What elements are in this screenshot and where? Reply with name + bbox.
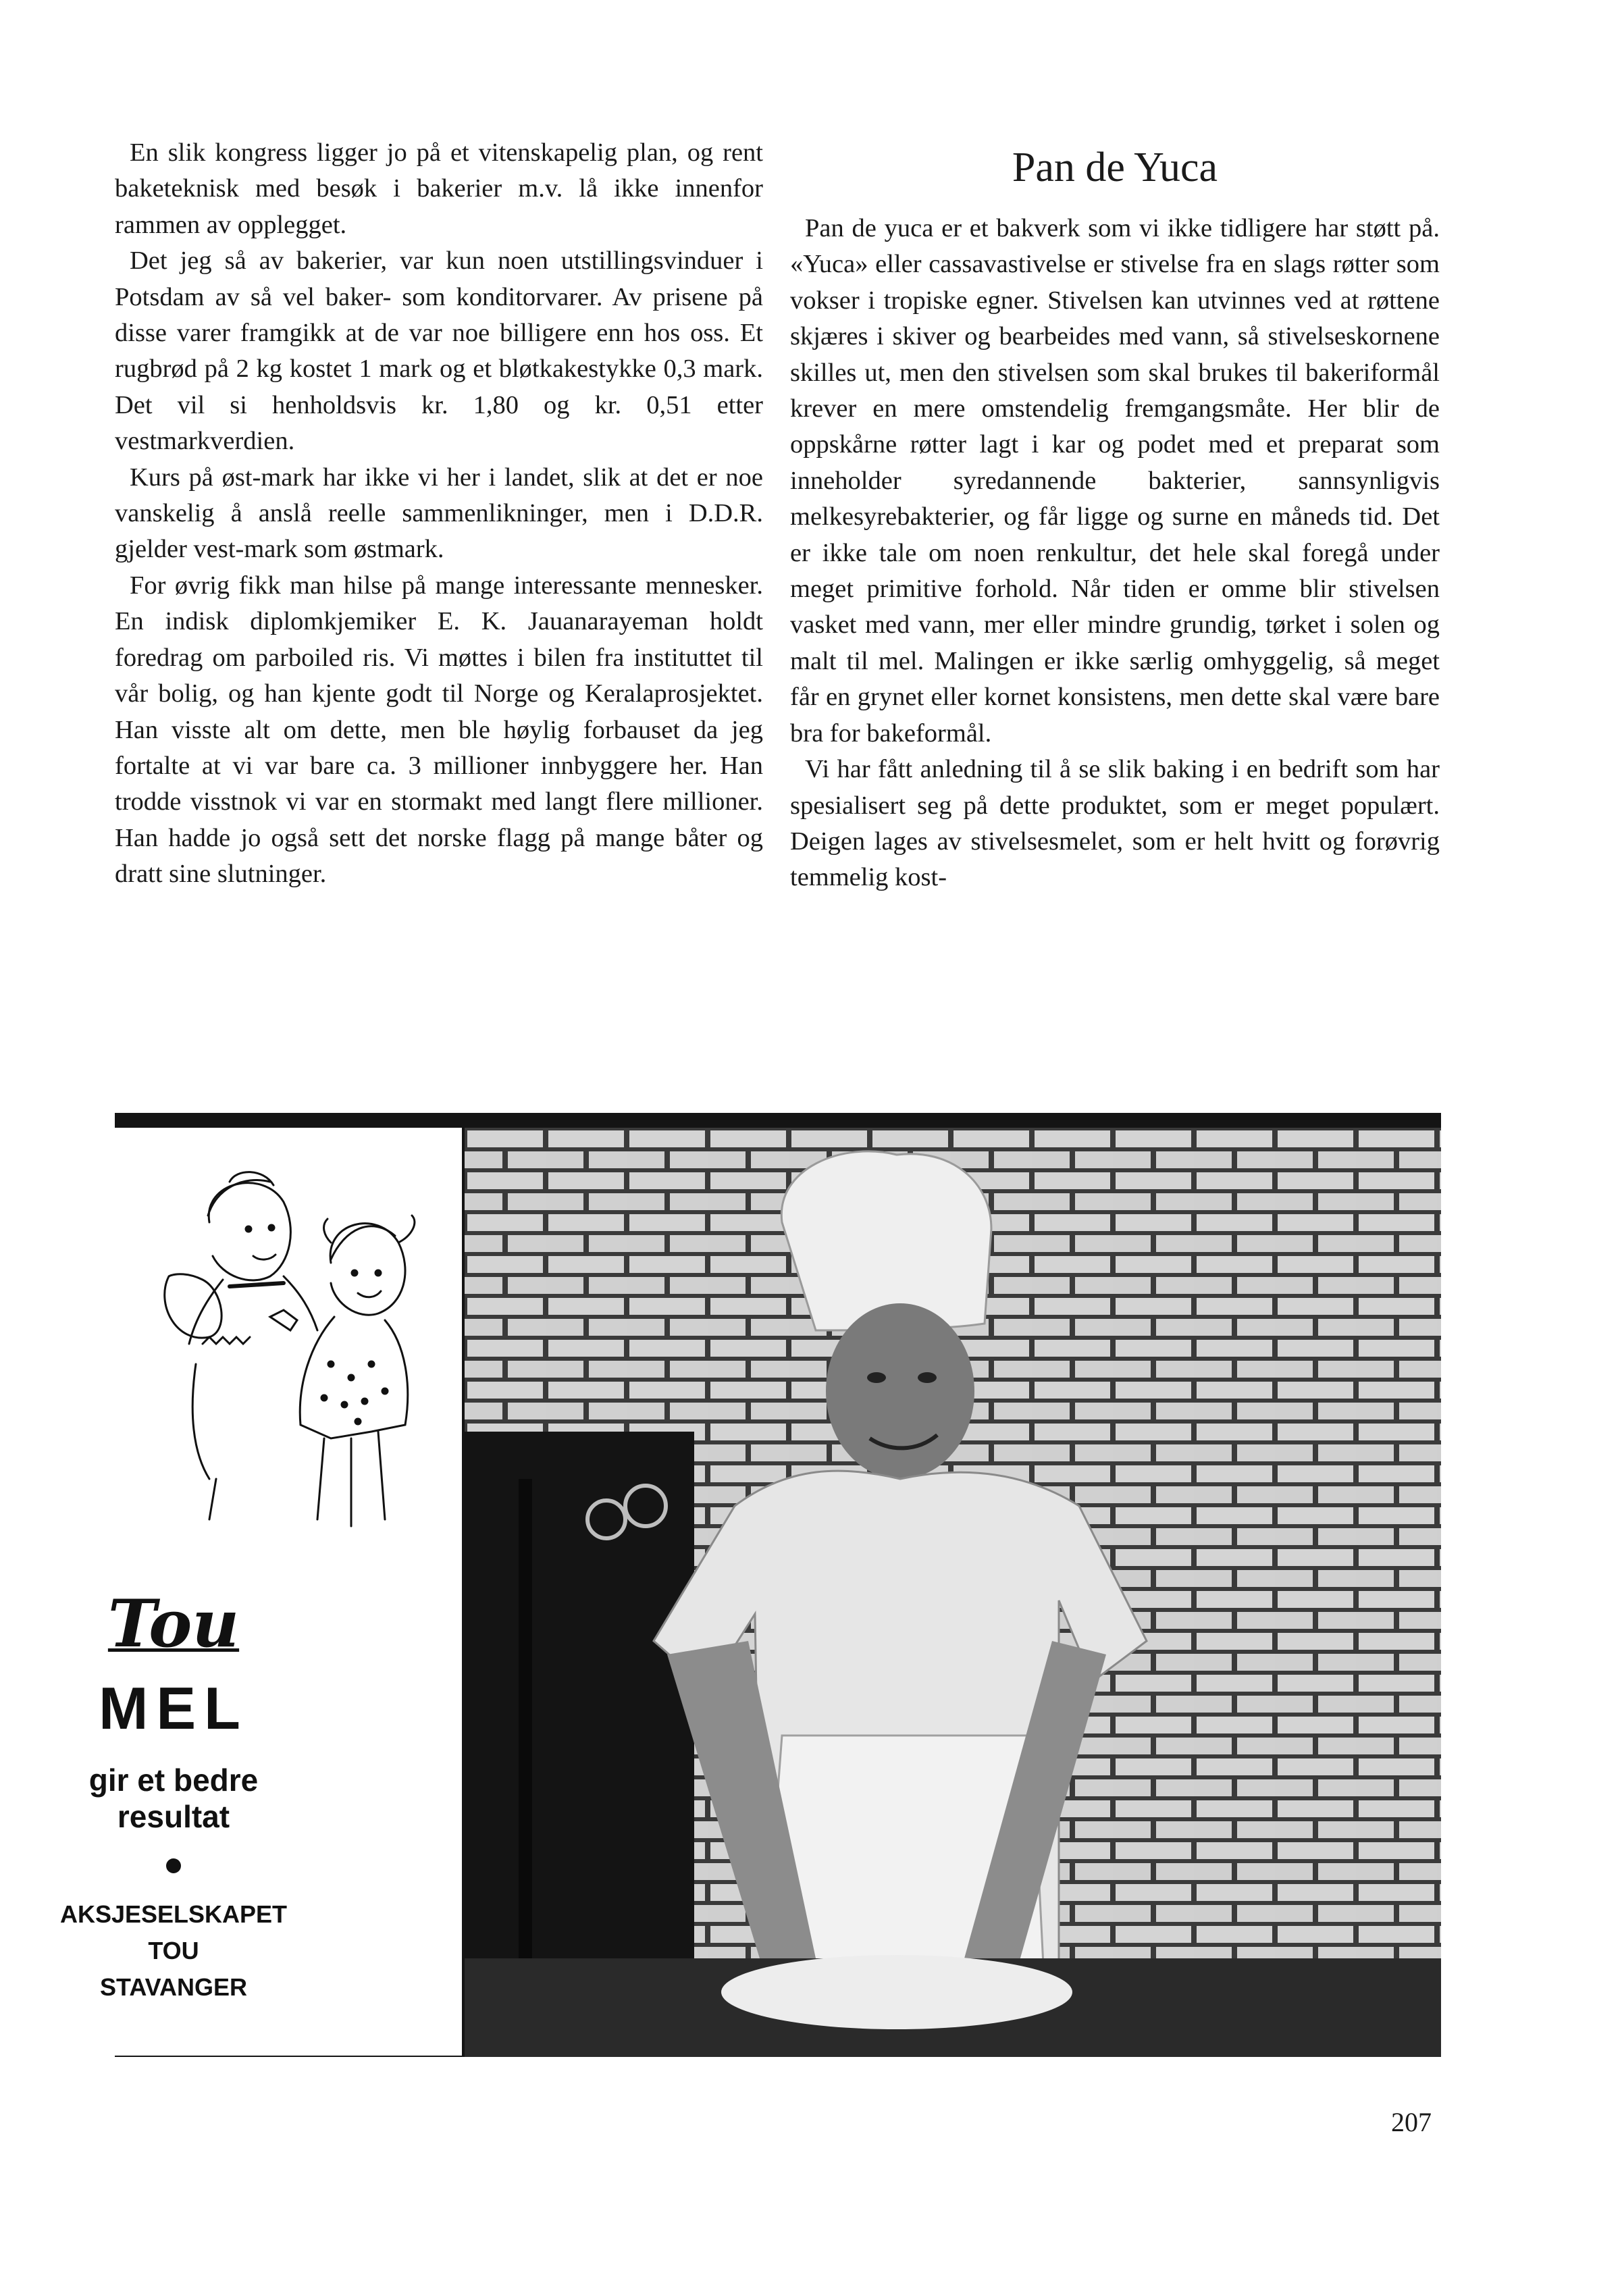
tagline-line-2: resultat: [117, 1799, 230, 1834]
product-name: MEL: [99, 1675, 249, 1742]
left-paragraph-2: Det jeg så av bakerier, var kun noen utstillingsvinduer i Potsdam av så vel baker- som konditorvarer. Av prisene på disse varer framgikk at de var noe billigere enn hos oss. Et rugbrød på 2 kg kostet 1 mark og et bløtkakestykke 0,3 mark. Det vil si henholdsvis kr. 1,80 og kr. 0,51 etter vestmarkverdien.: [115, 246, 763, 456]
children-illustration: [128, 1141, 448, 1573]
bullet-dot: [166, 1858, 181, 1873]
left-paragraph-3: Kurs på øst-mark har ikke vi her i landet, slik at det er noe vanskelig å anslå reelle sammenlikninger, men i D.D.R. gjelder vest-mark som østmark.: [115, 463, 763, 564]
left-column: [115, 135, 763, 893]
company-line-3: STAVANGER: [99, 1973, 247, 2001]
page-number: 207: [1391, 2107, 1432, 2137]
brand-logo: Tou: [107, 1586, 240, 1662]
right-column: [790, 211, 1440, 896]
article-title: Pan de Yuca: [1012, 145, 1218, 190]
left-paragraph-1: En slik kongress ligger jo på et vitenskapelig plan, og rent baketeknisk med besøk i bakerier m.v. lå ikke innenfor rammen av opplegget.: [115, 138, 763, 239]
right-paragraph-2: Vi har fått anledning til å se slik baking i en bedrift som har spesialisert seg på dette produktet, som er meget populært. Deigen lages av stivelsesmelet, som er helt hvitt og forøvrig temmelig kost-: [790, 755, 1440, 892]
baker-photo: [465, 1128, 1441, 2057]
company-line-1: AKSJESELSKAPET: [59, 1900, 288, 1928]
right-paragraph-1: Pan de yuca er et bakverk som vi ikke tidligere har støtt på. «Yuca» eller cassavastivelse er stivelse fra en slags røtter som vokser i tropiske egner. Stivelsen kan utvinnes ved at røttene skjæres i skiver og bearbeides med vann, så stivelseskornene skilles ut, men den stivelsen som skal brukes til bakeriformål krever en mere omstendelig fremgangsmåte. Her blir de oppskårne røtter lagt i kar og podet med et preparat som inneholder syredannende bakterier, sannsynligvis melkesyrebakterier, og får ligge og surne en måneds tid. Det er ikke tale om noen renkultur, det hele skal foregå under meget primitive forhold. Når tiden er omme blir stivelsen vasket med vann, mer eller mindre grundig, tørket i solen og malt til mel. Malingen er ikke særlig omhyggelig, så meget får en grynet eller kornet konsistens, men dette skal være bare bra for bakeformål.: [790, 214, 1440, 748]
left-paragraph-4: For øvrig fikk man hilse på mange interessante mennesker. En indisk diplomkjemiker E. K. Jauanarayeman holdt foredrag om parboiled ris. Vi møttes i bilen fra instituttet til vår bolig, og han kjente godt til Norge og Keralaprosjektet. Han visste alt om dette, men ble høylig forbauset da jeg fortalte at vi var bare ca. 3 millioner innbyggere her. Han trodde visstnok vi var en stormakt med langt flere millioner. Han hadde jo også sett det norske flagg på mange båter og dratt sine slutninger.: [115, 571, 763, 889]
company-line-2: TOU: [148, 1937, 199, 1964]
tagline-line-1: gir et bedre: [88, 1763, 259, 1798]
